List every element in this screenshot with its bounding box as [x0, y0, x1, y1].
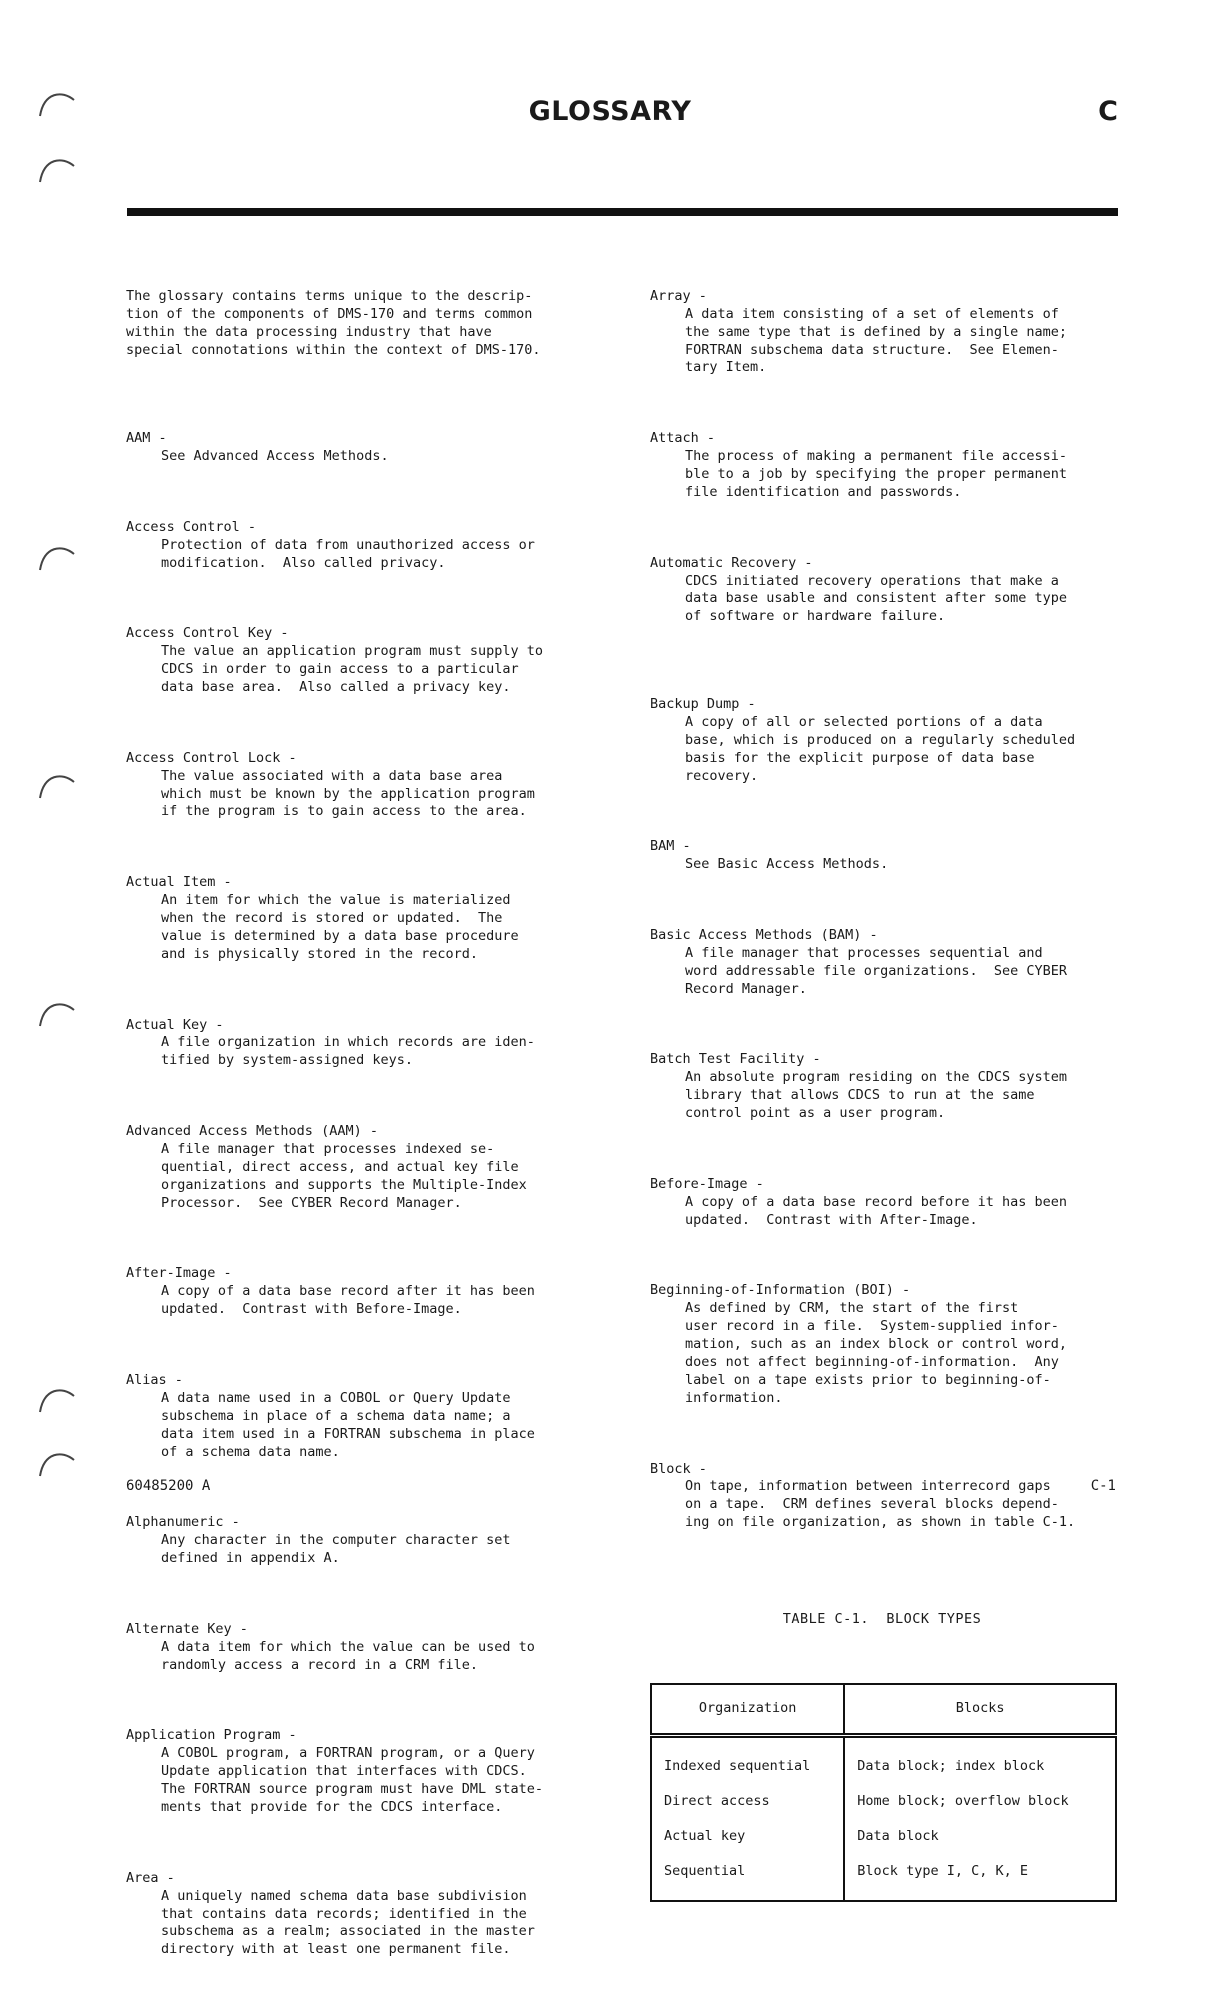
glossary-term: Access Control Lock - [126, 749, 297, 766]
glossary-term: Batch Test Facility - [650, 1051, 821, 1068]
glossary-entry [126, 519, 590, 573]
glossary-entry [126, 1265, 590, 1319]
glossary-term: Backup Dump - [650, 696, 756, 713]
glossary-entry [650, 555, 1114, 627]
glossary-entry [126, 750, 590, 822]
glossary-entry [126, 430, 590, 466]
table-cell: Data block; index block [844, 1735, 1116, 1785]
glossary-term: AAM - [126, 430, 167, 447]
document-number: 60485200 A [126, 1478, 211, 1494]
table-cell: Sequential [664, 1863, 746, 1880]
glossary-definition: Protection of data from unauthorized access or modification. Also called privacy. [161, 536, 535, 571]
glossary-term: Access Control Key - [126, 625, 289, 642]
glossary-definition: The value associated with a data base area which must be known by the application program if the program is to gain access to the area. [161, 767, 535, 820]
glossary-entry [650, 1051, 1114, 1123]
glossary-definition: A copy of a data base record after it has been updated. Contrast with Before-Image. [161, 1283, 535, 1318]
glossary-entry [650, 430, 1114, 502]
glossary-entry [650, 1461, 1114, 1533]
glossary-definition: A file manager that processes indexed se- quential, direct access, and actual key file organizations and supports the Multiple-Index Processor. See CYBER Record Manager. [161, 1140, 527, 1211]
table-row [651, 1855, 1116, 1901]
glossary-definition: A data item for which the value can be used to randomly access a record in a CRM file. [161, 1638, 535, 1673]
glossary-term: Access Control - [126, 518, 257, 535]
glossary-entry [126, 1372, 590, 1462]
glossary-term: Area - [126, 1869, 175, 1886]
glossary-term: Before-Image - [650, 1175, 764, 1192]
glossary-term: Advanced Access Methods (AAM) - [126, 1123, 378, 1140]
glossary-definition: The value an application program must supply to CDCS in order to gain access to a particular data base area. Also called a privacy key. [161, 643, 544, 696]
glossary-entry [650, 696, 1114, 786]
glossary-entry [650, 1282, 1114, 1407]
glossary-term: Attach - [650, 430, 716, 447]
page-number: C-1 [1090, 1478, 1116, 1494]
binder-hole-icon [34, 152, 78, 196]
table-row [651, 1785, 1116, 1820]
glossary-definition: Any character in the computer character set defined in appendix A. [161, 1532, 511, 1567]
page-title: GLOSSARY [528, 96, 692, 127]
binder-hole-icon [34, 768, 78, 812]
glossary-entry [126, 1621, 590, 1675]
glossary-term: Basic Access Methods (BAM) - [650, 927, 878, 943]
glossary-term: Alphanumeric - [126, 1514, 240, 1531]
binder-hole-icon [34, 540, 78, 584]
intro-paragraph: The glossary contains terms unique to the descrip- tion of the components of DMS-170 and terms common within the data processing industry that have special connotations within the context of DMS-170. [126, 287, 541, 358]
glossary-term: After-Image - [126, 1265, 232, 1282]
block-types-table [650, 1683, 1117, 1902]
glossary-term: Block - [650, 1460, 707, 1477]
left-column [126, 252, 590, 1994]
table-cell: Block type I, C, K, E [844, 1855, 1116, 1901]
glossary-definition: An item for which the value is materialized when the record is stored or updated. The value is determined by a data base procedure and is physically stored in the record. [161, 892, 519, 962]
glossary-term: Beginning-of-Information (BOI) - [650, 1282, 911, 1299]
glossary-entry [126, 625, 590, 697]
glossary-entry [126, 1870, 590, 1960]
table-header-blocks: Blocks [844, 1684, 1116, 1736]
glossary-entry [650, 927, 1114, 999]
glossary-entry [650, 838, 1114, 874]
glossary-term: Automatic Recovery - [650, 554, 813, 571]
glossary-definition: CDCS initiated recovery operations that make a data base usable and consistent after some type of software or hardware failure. [685, 572, 1068, 625]
glossary-term: Alias - [126, 1371, 183, 1388]
glossary-entry [650, 1176, 1114, 1230]
table-cell: Actual key [664, 1828, 746, 1845]
glossary-definition: A file organization in which records are iden- tified by system-assigned keys. [161, 1034, 535, 1069]
glossary-entry [126, 874, 590, 964]
appendix-letter: C [1098, 96, 1118, 127]
binder-hole-icon [34, 1446, 78, 1490]
glossary-term: Array - [650, 287, 707, 304]
glossary-definition: A COBOL program, a FORTRAN program, or a Query Update application that interfaces with CDCS. The FORTRAN source program must have DML state- ments that provide for the CDCS interface. [161, 1745, 544, 1815]
glossary-definition: On tape, information between interrecord gaps on a tape. CRM defines several blocks depend- ing on file organization, as shown in table C-1. [685, 1478, 1076, 1531]
glossary-definition: An absolute program residing on the CDCS system library that allows CDCS to run at the same control point as a user program. [685, 1069, 1068, 1122]
glossary-term: BAM - [650, 838, 691, 855]
glossary-term: Actual Item - [126, 874, 232, 891]
glossary-definition: A uniquely named schema data base subdivision that contains data records; identified in the subschema as a realm; associated in the master directory with at least one permanent file. [161, 1887, 535, 1958]
table-caption: TABLE C-1. BLOCK TYPES [782, 1610, 982, 1627]
glossary-definition: A copy of all or selected portions of a data base, which is produced on a regularly scheduled basis for the explicit purpose of data base recovery. [685, 713, 1076, 784]
binder-hole-icon [34, 1382, 78, 1426]
table-row [651, 1735, 1116, 1785]
glossary-entry [126, 1123, 590, 1213]
right-column [650, 252, 1114, 1920]
table-cell: Data block [844, 1820, 1116, 1855]
table-cell: Indexed sequential [664, 1758, 811, 1775]
table-row [651, 1820, 1116, 1855]
binder-hole-icon [34, 996, 78, 1040]
glossary-entry [126, 1017, 590, 1071]
glossary-definition: The process of making a permanent file accessi- ble to a job by specifying the proper permanent file identification and passwords. [685, 448, 1068, 500]
glossary-definition: See Basic Access Methods. [685, 856, 889, 873]
glossary-term: Alternate Key - [126, 1620, 248, 1637]
glossary-entry [126, 1727, 590, 1817]
glossary-definition: As defined by CRM, the start of the first user record in a file. System-supplied infor- mation, such as an index block or control word, does not affect beginning-of-information. Any label on a tape exists prior to beginning-of- information. [685, 1300, 1068, 1406]
glossary-definition: A data name used in a COBOL or Query Update subschema in place of a schema data name; a data item used in a FORTRAN subschema in place of a schema data name. [161, 1389, 535, 1460]
glossary-entry [126, 1514, 590, 1568]
glossary-definition: A file manager that processes sequential and word addressable file organizations. See CYBER Record Manager. [685, 944, 1068, 997]
table-cell: Home block; overflow block [844, 1785, 1116, 1820]
table-cell: Direct access [664, 1793, 770, 1810]
glossary-definition: A data item consisting of a set of elements of the same type that is defined by a single name; FORTRAN subschema data structure. See Elemen- tary Item. [685, 305, 1068, 376]
table-header-organization: Organization [651, 1684, 844, 1736]
title-rule [127, 208, 1118, 216]
glossary-definition: A copy of a data base record before it has been updated. Contrast with After-Image. [685, 1193, 1068, 1228]
glossary-term: Actual Key - [126, 1016, 224, 1033]
glossary-entry [650, 288, 1114, 378]
glossary-term: Application Program - [126, 1727, 297, 1744]
glossary-definition: See Advanced Access Methods. [161, 448, 389, 465]
